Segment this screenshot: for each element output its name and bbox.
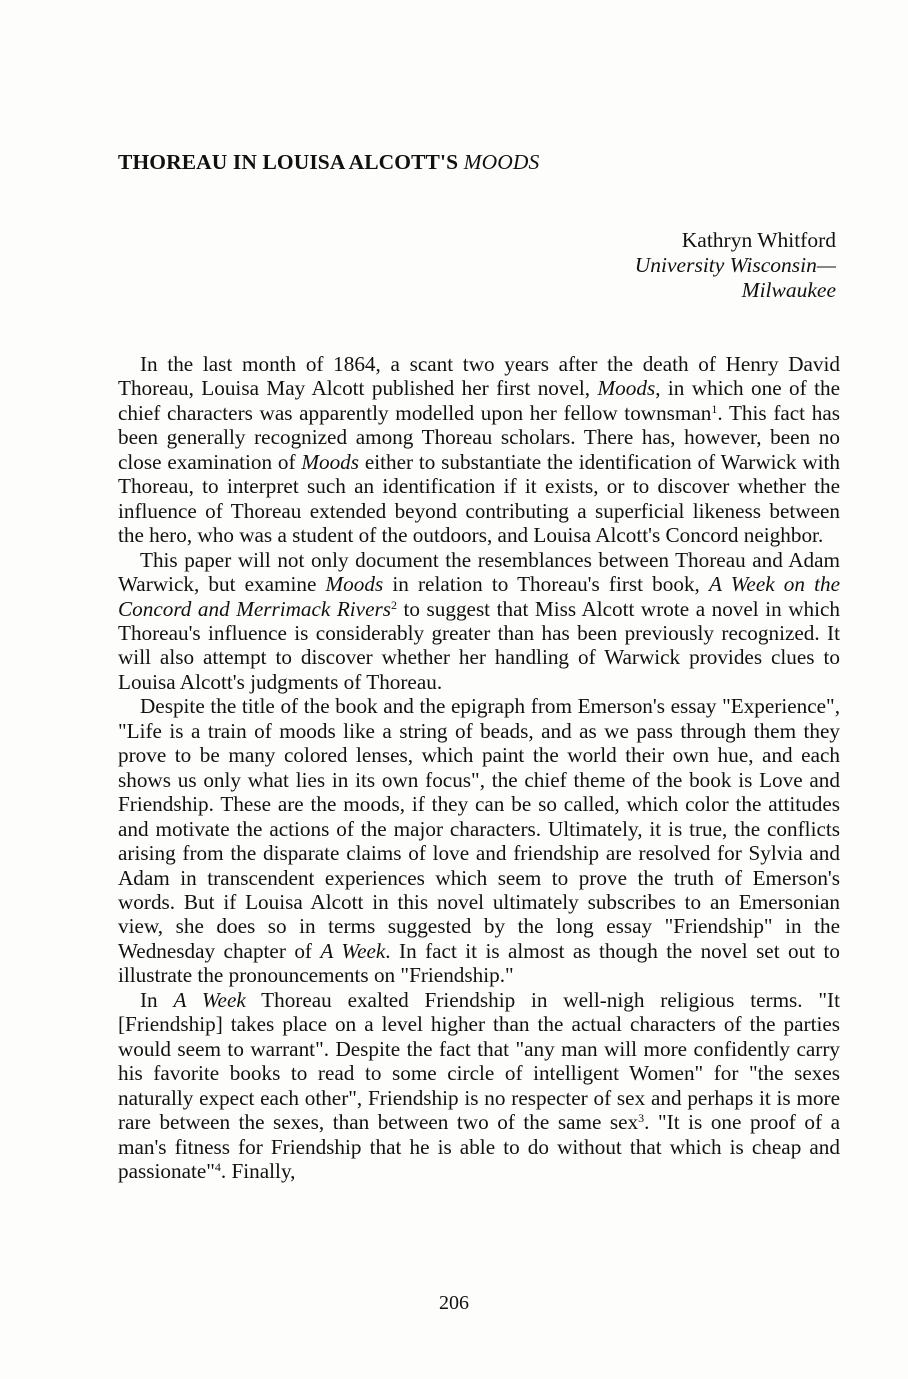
paragraph-text: In the last month of 1864, a scant two years after the death of Henry David Thoreau, Louisa May Alcott published her first novel, (118, 352, 840, 401)
author-block (635, 228, 836, 302)
paragraph-text: . Finally, (220, 1158, 296, 1183)
footnote-marker: 1 (711, 401, 718, 416)
footnote-marker: 2 (390, 597, 397, 612)
paragraph-text: In (140, 987, 174, 1012)
author-affiliation-line2: Milwaukee (741, 277, 836, 302)
italic-title: A Week on the Concord and Merrimack Rivers (118, 572, 840, 621)
title-italic-text: MOODS (463, 150, 540, 174)
italic-title: Moods (597, 376, 656, 401)
title-text: THOREAU IN LOUISA ALCOTT'S (118, 150, 464, 174)
paragraph-2 (118, 548, 840, 695)
page-number: 206 (439, 1292, 469, 1314)
paragraph-text: . This fact has been generally recognized among Thoreau scholars. There has, however, been no close examination of (118, 400, 840, 474)
paragraph-text: This paper will not only document the resemblances between Thoreau and Adam Warwick, but examine (118, 547, 840, 597)
paragraph-text: to suggest that Miss Alcott wrote a novel in which Thoreau's influence is considerably greater than has been previously recognized. It will also attempt to discover whether her handling of Warwick provides clues to Louisa Alcott's judgments of Thoreau. (118, 596, 840, 694)
italic-title: Moods (325, 572, 384, 597)
footnote-marker: 4 (214, 1159, 221, 1174)
article-body (118, 352, 840, 1183)
paragraph-text: . "It is one proof of a man's fitness for Friendship that he is able to do without that which is cheap and passionate" (118, 1110, 840, 1183)
author-name: Kathryn Whitford (681, 228, 836, 252)
italic-title: A Week (320, 938, 386, 963)
footnote-marker: 3 (638, 1111, 645, 1126)
paragraph-text: Despite the title of the book and the epigraph from Emerson's essay "Experience", "Life is a train of moods like a string of beads, and as we pass through them they prove to be many colored lenses, which paint the world their own hue, and each shows us only what lies in its own focus", the chief theme of the book is Love and Friendship. These are the moods, if they can be so called, which color the attitudes and motivate the actions of the major characters. Ultimately, it is true, the conflicts arising from the disparate claims of love and friendship are resolved for Sylvia and Adam in transcendent experiences which seem to prove the truth of Emerson's words. But if Louisa Alcott in this novel ultimately subscribes to an Emersonian view, she does so in terms suggested by the long essay "Friendship" in the Wednesday chapter of (118, 694, 840, 963)
paragraph-1 (118, 352, 840, 548)
paragraph-text: either to substantiate the identification of Warwick with Thoreau, to interpret such an identification if it exists, or to discover whether the influence of Thoreau extended beyond contributing a superficial likeness between the hero, who was a student of the outdoors, and Louisa Alcott's Concord neighbor. (118, 449, 840, 548)
paragraph-text: Thoreau exalted Friendship in well-nigh religious terms. "It [Friendship] takes place on a level higher than the actual characters of the parties would seem to warrant". Despite the fact that "any man will more confidently carry his favorite books to read to some circle of intelligent Women" for "the sexes naturally expect each other", Friendship is no respecter of sex and perhaps it is more rare between the sexes, than between two of the same sex (118, 987, 840, 1135)
paragraph-text: , in which one of the chief characters was apparently modelled upon her fellow townsman (118, 376, 841, 425)
article-title (118, 150, 539, 175)
italic-title: Moods (301, 449, 360, 474)
italic-title: A Week (173, 987, 246, 1012)
paragraph-4 (118, 988, 840, 1184)
paragraph-text: . In fact it is almost as though the novel set out to illustrate the pronouncements on "Friendship." (118, 938, 840, 988)
author-affiliation-line1: University Wisconsin— (634, 252, 836, 277)
paragraph-text: in relation to Thoreau's first book, (383, 572, 709, 597)
paragraph-3 (118, 694, 840, 987)
